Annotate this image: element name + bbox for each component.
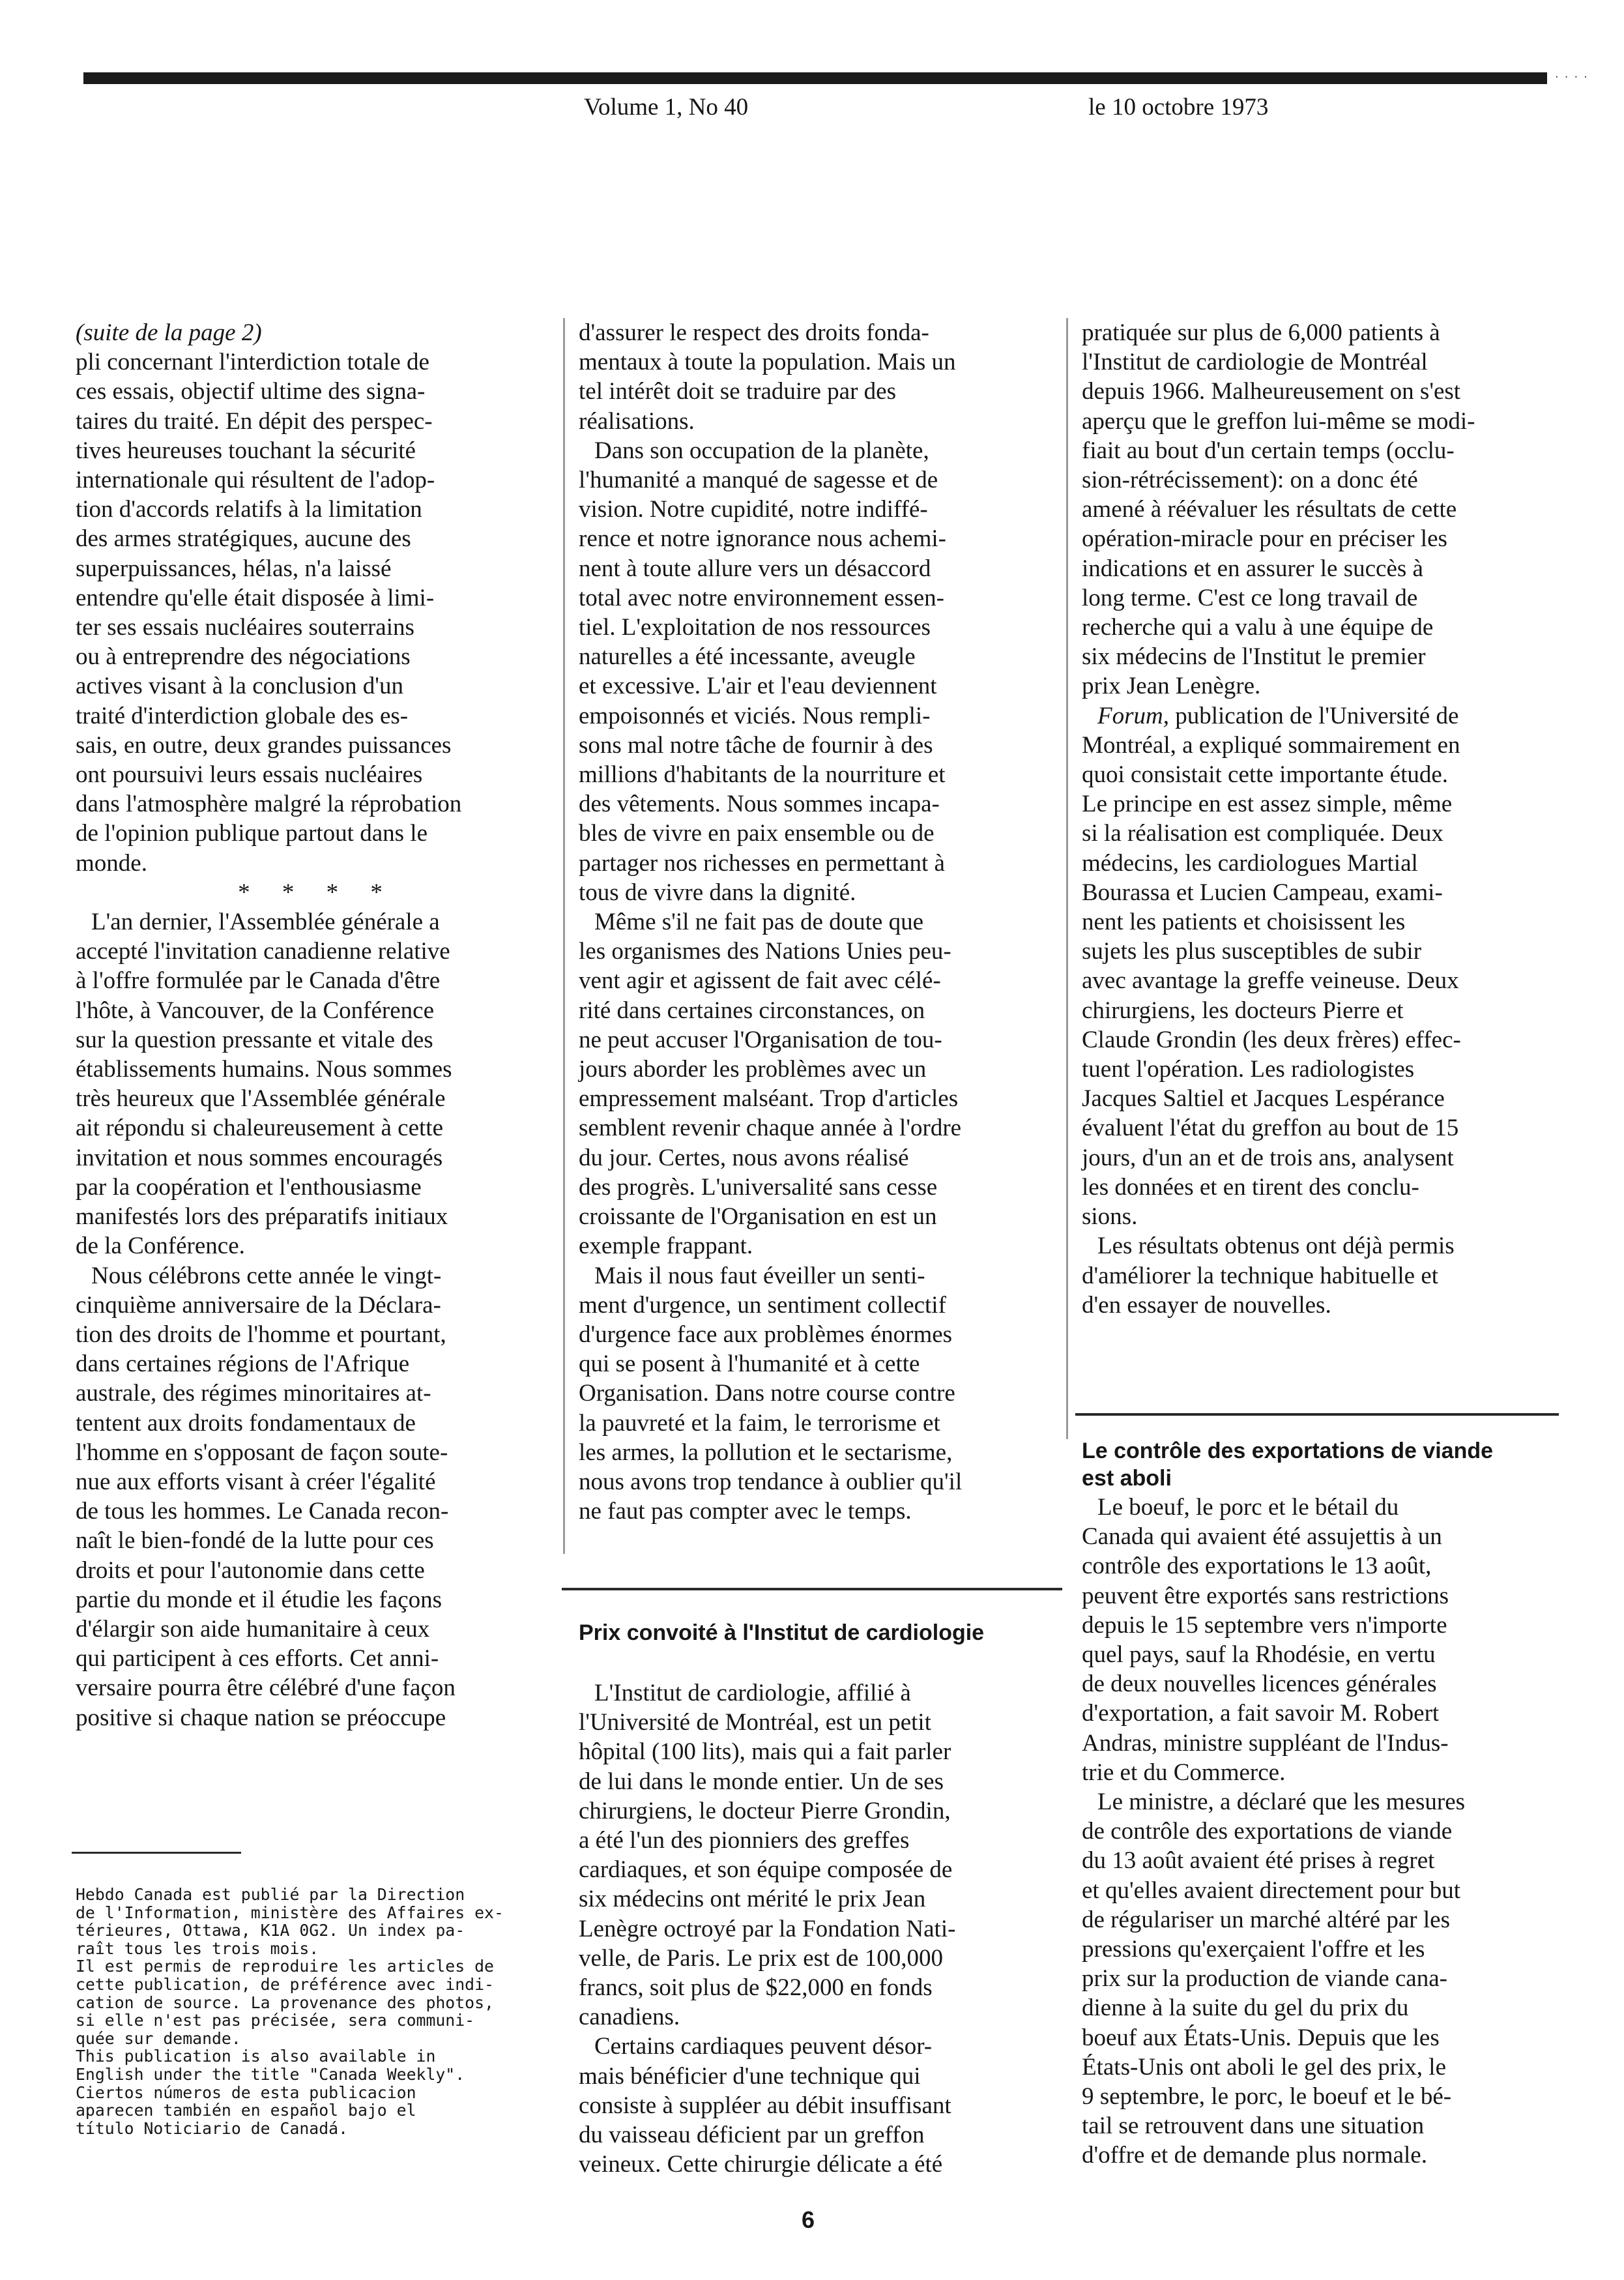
paragraph-line: depuis le 15 septembre vers n'importe	[1082, 1611, 1447, 1639]
paragraph-line: de lui dans le monde entier. Un de ses	[579, 1768, 944, 1795]
paragraph-line: tail se retrouvent dans une situation	[1082, 2112, 1425, 2140]
paragraph-line: à l'offre formulée par le Canada d'être	[76, 967, 441, 995]
paragraph-line: avec avantage la greffe veineuse. Deux	[1082, 967, 1459, 995]
paragraph	[579, 907, 1061, 1261]
paragraph-line: internationale qui résultent de l'adop-	[76, 467, 435, 494]
paragraph-line: tel intérêt doit se traduire par des	[579, 378, 896, 405]
paragraph-line: francs, soit plus de $22,000 en fonds	[579, 1974, 933, 2002]
paragraph-line: ne faut pas compter avec le temps.	[579, 1498, 912, 1525]
paragraph-line: de régulariser un marché altéré par les	[1082, 1906, 1450, 1933]
paragraph-first-line	[1082, 701, 1564, 731]
paragraph-line: médecins, les cardiologues Martial	[1082, 849, 1418, 877]
paragraph-line: vision. Notre cupidité, notre indiffé-	[579, 496, 928, 523]
paragraph	[1082, 1787, 1564, 2170]
paragraph-line: du jour. Certes, nous avons réalisé	[579, 1144, 909, 1171]
paragraph-line: Le ministre, a déclaré que les mesures	[1097, 1789, 1466, 1816]
paragraph-line: Ciertos números de esta publicacion	[76, 2083, 416, 2102]
continued-from: (suite de la page 2)	[76, 319, 262, 346]
paragraph-line: empressement malséant. Trop d'articles	[579, 1085, 959, 1113]
paragraph-line: partager nos richesses en permettant à	[579, 849, 945, 877]
paragraph-line: nent les patients et choisissent les	[1082, 909, 1406, 936]
paragraph-line: Montréal, a expliqué sommairement en	[1082, 731, 1460, 759]
footnote-lines	[76, 1886, 571, 2137]
paragraph-line: Les résultats obtenus ont déjà permis	[1097, 1233, 1455, 1260]
paragraph	[579, 1678, 1061, 2032]
paragraph-line: consiste à suppléer au débit insuffisant	[579, 2092, 951, 2119]
paragraph-line: Dans son occupation de la planète,	[594, 437, 929, 464]
paragraph-line: pratiquée sur plus de 6,000 patients à	[1082, 319, 1440, 346]
paragraph-line: tentent aux droits fondamentaux de	[76, 1409, 416, 1437]
paragraph-line: tives heureuses touchant la sécurité	[76, 437, 416, 464]
paragraph-line: pressions qu'exerçaient l'offre et les	[1082, 1936, 1425, 1963]
paragraph-line: cardiaques, et son équipe composée de	[579, 1856, 953, 1884]
paragraph-line: nent à toute allure vers un désaccord	[579, 555, 931, 582]
paragraph-line: térieures, Ottawa, K1A 0G2. Un index pa-	[76, 1921, 465, 1940]
paragraph-line: quée sur demande.	[76, 2028, 241, 2048]
paragraph-line: du vaisseau déficient par un greffon	[579, 2122, 925, 2149]
paragraph-line: cation de source. La provenance des photos,	[76, 1993, 494, 2012]
paragraph-line: canadiens.	[579, 2004, 680, 2031]
paragraph-line: réalisations.	[579, 407, 695, 435]
paragraph-line: tion des droits de l'homme et pourtant,	[76, 1321, 446, 1348]
paragraph-line: droits et pour l'autonomie dans cette	[76, 1557, 425, 1584]
paragraph	[579, 2032, 1061, 2179]
paragraph-line: l'Université de Montréal, est un petit	[579, 1709, 931, 1736]
paragraph-line: English under the title "Canada Weekly".	[76, 2064, 465, 2084]
paragraph-line: ait répondu si chaleureusement à cette	[76, 1115, 443, 1142]
paragraph-line: manifestés lors des préparatifs initiaux	[76, 1203, 448, 1231]
paragraph-line: de deux nouvelles licences générales	[1082, 1671, 1437, 1698]
paragraph-line: versaire pourra être célébré d'une façon	[76, 1674, 456, 1702]
paragraph-line: australe, des régimes minoritaires at-	[76, 1380, 431, 1407]
paragraph-line: d'élargir son aide humanitaire à ceux	[76, 1615, 430, 1643]
paragraph-line: positive si chaque nation se préoccupe	[76, 1704, 446, 1731]
paragraph-line: des progrès. L'universalité sans cesse	[579, 1173, 938, 1201]
paragraph-line: États-Unis ont aboli le gel des prix, le	[1082, 2053, 1446, 2081]
paragraph-line: sais, en outre, deux grandes puissances	[76, 731, 452, 759]
paragraph-line: aperçu que le greffon lui-même se modi-	[1082, 407, 1475, 435]
article-heading-line: est aboli	[1082, 1466, 1172, 1491]
paragraph-line: Andras, ministre suppléant de l'Indus-	[1082, 1729, 1449, 1757]
paragraph-line: prix sur la production de viande cana-	[1082, 1965, 1447, 1993]
paragraph-line: si elle n'est pas précisée, sera communi-	[76, 2011, 475, 2030]
paragraph-line: invitation et nous sommes encouragés	[76, 1144, 443, 1171]
page-number: 6	[802, 2206, 815, 2233]
paragraph-line: chirurgiens, le docteur Pierre Grondin,	[579, 1797, 951, 1824]
issue-date: le 10 octobre 1973	[1088, 94, 1269, 121]
paragraph-line: exemple frappant.	[579, 1233, 753, 1260]
paragraph-line: très heureux que l'Assemblée générale	[76, 1085, 446, 1113]
paragraph-line: des armes stratégiques, aucune des	[76, 525, 411, 553]
paragraph-line: bles de vivre en paix ensemble ou de	[579, 820, 935, 847]
paragraph-line: du 13 août avaient été prises à regret	[1082, 1847, 1435, 1875]
paragraph-line: sons mal notre tâche de fournir à des	[579, 731, 933, 759]
masthead-rule	[83, 72, 1547, 84]
paragraph-line: nue aux efforts visant à créer l'égalité	[76, 1468, 436, 1495]
paragraph-line: fiait au bout d'un certain temps (occlu-	[1082, 437, 1455, 464]
column-divider	[563, 318, 565, 1554]
paragraph-line: superpuissances, hélas, n'a laissé	[76, 555, 392, 582]
paragraph-line: d'améliorer la technique habituelle et	[1082, 1262, 1439, 1289]
paragraph-line: monde.	[76, 849, 147, 877]
paragraph-line: prix Jean Lenègre.	[1082, 673, 1261, 700]
paragraph-line: trie et du Commerce.	[1082, 1759, 1286, 1786]
paragraph-line: sion-rétrécissement): on a donc été	[1082, 467, 1418, 494]
paragraph-line: cinquième anniversaire de la Déclara-	[76, 1291, 441, 1319]
paragraph-line: boeuf aux États-Unis. Depuis que les	[1082, 2024, 1440, 2051]
paragraph	[76, 347, 558, 878]
paragraph-line: ne peut accuser l'Organisation de tou-	[579, 1026, 942, 1053]
paragraph-line: Jacques Saltiel et Jacques Lespérance	[1082, 1085, 1445, 1113]
paragraph-line: contrôle des exportations le 13 août,	[1082, 1553, 1432, 1580]
paragraph-line: Il est permis de reproduire les articles de	[76, 1957, 494, 1976]
paragraph-line: six médecins ont mérité le prix Jean	[579, 1886, 926, 1913]
paragraph-line: raît tous les trois mois.	[76, 1938, 319, 1958]
paragraph-line: rence et notre ignorance nous achemi-	[579, 525, 946, 553]
paragraph-line: mentaux à toute la population. Mais un	[579, 349, 956, 376]
masthead-dots: ····	[1555, 70, 1593, 84]
paragraph-line: nous avons trop tendance à oublier qu'il	[579, 1468, 963, 1495]
column-2-article	[579, 1678, 1061, 2179]
paragraph-line: des vêtements. Nous sommes incapa-	[579, 791, 940, 818]
publication-note	[76, 1886, 571, 2137]
footnote-rule	[72, 1852, 241, 1854]
paragraph-line: naît le bien-fondé de la lutte pour ces	[76, 1527, 434, 1555]
paragraph-line: Claude Grondin (les deux frères) effec-	[1082, 1026, 1461, 1053]
paragraph-line: d'assurer le respect des droits fonda-	[579, 319, 929, 346]
paragraph-line: les armes, la pollution et le sectarisme,	[579, 1439, 953, 1466]
paragraph-line: de l'Information, ministère des Affaires ex-	[76, 1903, 504, 1922]
paragraph-line: publication de l'Université de	[1168, 702, 1459, 729]
paragraph-line: ment d'urgence, un sentiment collectif	[579, 1291, 946, 1319]
paragraph-line: dans certaines régions de l'Afrique	[76, 1351, 410, 1378]
paragraph-line: par la coopération et l'enthousiasme	[76, 1173, 422, 1201]
paragraph-line: d'offre et de demande plus normale.	[1082, 2142, 1427, 2169]
paragraph-line: sions.	[1082, 1203, 1138, 1231]
paragraph-line: ces essais, objectif ultime des signa-	[76, 378, 426, 405]
article-heading-line: Le contrôle des exportations de viande	[1082, 1439, 1494, 1463]
paragraph-line: Lenègre octroyé par la Fondation Nati-	[579, 1915, 956, 1942]
column-2	[579, 318, 1061, 1526]
paragraph-line: de la Conférence.	[76, 1233, 245, 1260]
column-3	[1082, 318, 1564, 1320]
paragraph-line: et qu'elles avaient directement pour but	[1082, 1877, 1460, 1904]
column-1	[76, 318, 558, 1732]
paragraph-line: tuent l'opération. Les radiologistes	[1082, 1056, 1415, 1083]
paragraph-line: Organisation. Dans notre course contre	[579, 1380, 955, 1407]
paragraph	[1082, 318, 1564, 701]
paragraph-line: entendre qu'elle était disposée à limi-	[76, 584, 435, 611]
paragraph-line: l'humanité a manqué de sagesse et de	[579, 467, 938, 494]
paragraph-line: jours aborder les problèmes avec un	[579, 1056, 927, 1083]
article-rule	[1075, 1413, 1559, 1416]
paragraph-line: Nous célébrons cette année le vingt-	[91, 1262, 442, 1289]
paragraph-line: de l'opinion publique partout dans le	[76, 820, 428, 847]
paragraph-line: tiel. L'exploitation de nos ressources	[579, 614, 931, 641]
paragraph-line: rité dans certaines circonstances, on	[579, 997, 925, 1024]
paragraph-line: de tous les hommes. Le Canada recon-	[76, 1498, 449, 1525]
paragraph-line: partie du monde et il étudie les façons	[76, 1586, 442, 1613]
paragraph-line: accepté l'invitation canadienne relative	[76, 938, 450, 965]
paragraph-line: qui participent à ces efforts. Cet anni-	[76, 1645, 439, 1673]
paragraph-line: total avec notre environnement essen-	[579, 584, 944, 611]
paragraph-line: l'Institut de cardiologie de Montréal	[1082, 349, 1428, 376]
paragraph-line: sur la question pressante et vitale des	[76, 1026, 433, 1053]
paragraph-line: millions d'habitants de la nourriture et	[579, 761, 946, 789]
paragraph-line: Hebdo Canada est publié par la Direction	[76, 1885, 465, 1904]
paragraph-line: les données et en tirent des conclu-	[1082, 1173, 1419, 1201]
paragraph-line: título Noticiario de Canadá.	[76, 2118, 349, 2138]
paragraph-line: l'homme en s'opposant de façon soute-	[76, 1439, 448, 1466]
paragraph-line: six médecins de l'Institut le premier	[1082, 643, 1426, 671]
paragraph-line: actives visant à la conclusion d'un	[76, 673, 403, 700]
paragraph-line: Certains cardiaques peuvent désor-	[594, 2033, 933, 2060]
article-heading-cardiologie: Prix convoité à l'Institut de cardiologie	[579, 1620, 985, 1645]
paragraph-line: recherche qui a valu à une équipe de	[1082, 614, 1434, 641]
paragraph-line: 9 septembre, le porc, le boeuf et le bé-	[1082, 2083, 1452, 2111]
article-rule	[562, 1588, 1062, 1590]
paragraph-line: d'urgence face aux problèmes énormes	[579, 1321, 953, 1348]
paragraph-line: naturelles a été incessante, aveugle	[579, 643, 916, 671]
paragraph-line: quel pays, sauf la Rhodésie, en vertu	[1082, 1641, 1436, 1669]
paragraph-line: l'hôte, à Vancouver, de la Conférence	[76, 997, 435, 1024]
paragraph-line: de contrôle des exportations de viande	[1082, 1818, 1453, 1845]
paragraph-line: empoisonnés et viciés. Nous rempli-	[579, 702, 931, 729]
paragraph-line: la pauvreté et la faim, le terrorisme et	[579, 1409, 940, 1437]
paragraph-line: Même s'il ne fait pas de doute que	[594, 909, 923, 936]
paragraph	[1082, 1493, 1564, 1787]
paragraph-line: évaluent l'état du greffon au bout de 15	[1082, 1115, 1459, 1142]
paragraph-line: indications et en assurer le succès à	[1082, 555, 1423, 582]
paragraph-line: tion d'accords relatifs à la limitation	[76, 496, 422, 523]
paragraph-line: dans l'atmosphère malgré la réprobation	[76, 791, 462, 818]
paragraph-line: ter ses essais nucléaires souterrains	[76, 614, 414, 641]
paragraph-line: tous de vivre dans la dignité.	[579, 879, 856, 906]
paragraph-line: dienne à la suite du gel du prix du	[1082, 1995, 1409, 2022]
paragraph-line: ou à entreprendre des négociations	[76, 643, 411, 671]
paragraph-line: Le principe en est assez simple, même	[1082, 791, 1453, 818]
column-divider	[1066, 318, 1068, 1439]
article-heading-viande	[1082, 1437, 1493, 1492]
paragraph	[1082, 1231, 1564, 1320]
paragraph-line: Mais il nous faut éveiller un senti-	[594, 1262, 925, 1289]
paragraph-line: Le boeuf, le porc et le bétail du	[1097, 1494, 1399, 1521]
paragraph	[579, 318, 1061, 436]
paragraph-line: sujets les plus susceptibles de subir	[1082, 938, 1422, 965]
paragraph-line: aparecen también en español bajo el	[76, 2101, 416, 2120]
paragraph-line: veineux. Cette chirurgie délicate a été	[579, 2151, 943, 2178]
section-separator: * * * *	[238, 879, 396, 906]
paragraph-line: les organismes des Nations Unies peu-	[579, 938, 951, 965]
paragraph-line: vent agir et agissent de fait avec célé-	[579, 967, 941, 995]
paragraph-line: long terme. C'est ce long travail de	[1082, 584, 1418, 611]
paragraph	[76, 907, 558, 1261]
volume-number: Volume 1, No 40	[584, 94, 749, 121]
publication-title: Forum,	[1097, 702, 1169, 729]
paragraph	[579, 1261, 1061, 1527]
paragraph-line: jours, d'un an et de trois ans, analysent	[1082, 1144, 1454, 1171]
paragraph-line: quoi consistait cette importante étude.	[1082, 761, 1449, 789]
paragraph	[1082, 731, 1564, 1231]
paragraph-line: taires du traité. En dépit des perspec-	[76, 407, 433, 435]
paragraph-line: This publication is also available in	[76, 2047, 436, 2066]
column-3-article	[1082, 1493, 1564, 2170]
paragraph-line: velle, de Paris. Le prix est de 100,000	[579, 1944, 943, 1972]
paragraph-line: Bourassa et Lucien Campeau, exami-	[1082, 879, 1443, 906]
paragraph-line: d'exportation, a fait savoir M. Robert	[1082, 1700, 1440, 1727]
paragraph-line: peuvent être exportés sans restrictions	[1082, 1582, 1449, 1609]
paragraph-line: depuis 1966. Malheureusement on s'est	[1082, 378, 1461, 405]
paragraph	[579, 436, 1061, 907]
paragraph-line: qui se posent à l'humanité et à cette	[579, 1351, 920, 1378]
paragraph-line: Canada qui avaient été assujettis à un	[1082, 1523, 1442, 1551]
paragraph-line: hôpital (100 lits), mais qui a fait parler	[579, 1738, 951, 1766]
paragraph-line: L'an dernier, l'Assemblée générale a	[91, 909, 440, 936]
paragraph-line: cette publication, de préférence avec indi-	[76, 1974, 494, 1994]
paragraph-line: d'en essayer de nouvelles.	[1082, 1291, 1331, 1319]
paragraph-line: croissante de l'Organisation en est un	[579, 1203, 937, 1231]
paragraph-line: établissements humains. Nous sommes	[76, 1056, 452, 1083]
paragraph-line: ont poursuivi leurs essais nucléaires	[76, 761, 423, 789]
paragraph-line: opération-miracle pour en préciser les	[1082, 525, 1447, 553]
paragraph-line: chirurgiens, les docteurs Pierre et	[1082, 997, 1404, 1024]
paragraph-line: amené à réévaluer les résultats de cette	[1082, 496, 1457, 523]
paragraph-line: a été l'un des pionniers des greffes	[579, 1827, 910, 1854]
paragraph	[76, 1261, 558, 1732]
paragraph-line: et excessive. L'air et l'eau deviennent	[579, 673, 937, 700]
paragraph-line: semblent revenir chaque année à l'ordre	[579, 1115, 962, 1142]
paragraph-line: L'Institut de cardiologie, affilié à	[594, 1680, 911, 1706]
paragraph-line: si la réalisation est compliquée. Deux	[1082, 820, 1443, 847]
paragraph-line: pli concernant l'interdiction totale de	[76, 349, 429, 376]
paragraph-line: mais bénéficier d'une technique qui	[579, 2062, 921, 2090]
paragraph-line: traité d'interdiction globale des es-	[76, 702, 409, 729]
